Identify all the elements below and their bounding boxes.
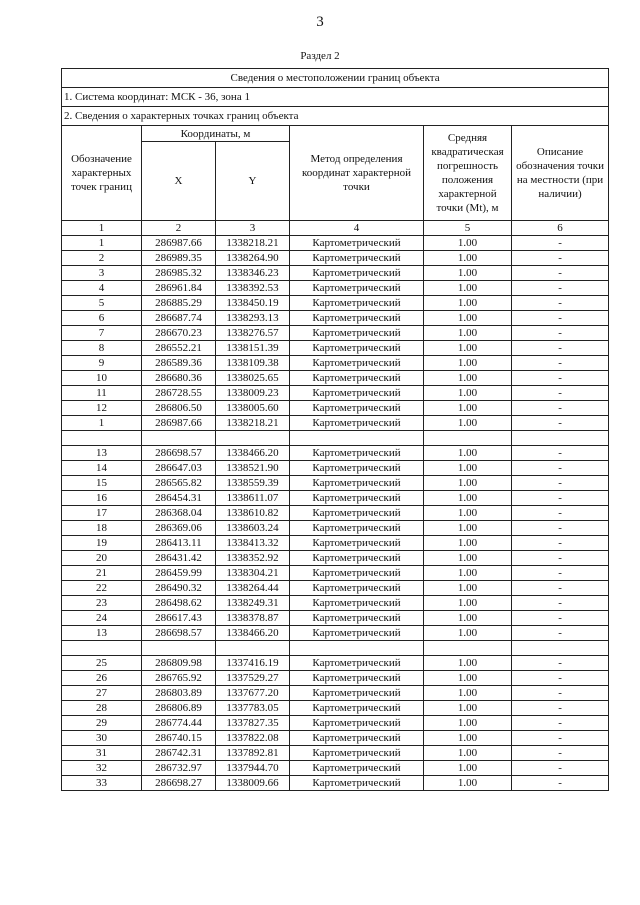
description: - — [512, 746, 609, 761]
description: - — [512, 491, 609, 506]
empty-cell — [62, 641, 142, 656]
description: - — [512, 716, 609, 731]
table-row — [62, 596, 609, 611]
table-row — [62, 716, 609, 731]
table-row — [62, 611, 609, 626]
coord-y: 1338276.57 — [216, 326, 290, 341]
point-id: 8 — [62, 341, 142, 356]
group-separator-row — [62, 641, 609, 656]
coord-y: 1338346.23 — [216, 266, 290, 281]
accuracy: 1.00 — [424, 371, 512, 386]
coord-y: 1338611.07 — [216, 491, 290, 506]
empty-cell — [142, 431, 216, 446]
method: Картометрический — [290, 266, 424, 281]
description: - — [512, 656, 609, 671]
coord-y: 1337529.27 — [216, 671, 290, 686]
coord-x: 286698.57 — [142, 446, 216, 461]
description: - — [512, 386, 609, 401]
point-id: 22 — [62, 581, 142, 596]
description: - — [512, 311, 609, 326]
point-id: 28 — [62, 701, 142, 716]
point-id: 13 — [62, 626, 142, 641]
empty-cell — [512, 641, 609, 656]
table-row — [62, 461, 609, 476]
description: - — [512, 581, 609, 596]
description: - — [512, 776, 609, 791]
coord-y: 1338264.44 — [216, 581, 290, 596]
coord-x: 286454.31 — [142, 491, 216, 506]
method: Картометрический — [290, 356, 424, 371]
empty-cell — [290, 431, 424, 446]
accuracy: 1.00 — [424, 281, 512, 296]
points-info: 2. Сведения о характерных точках границ объекта — [62, 107, 609, 126]
coord-y: 1337783.05 — [216, 701, 290, 716]
boundary-points-table — [61, 68, 609, 791]
column-number: 3 — [216, 221, 290, 236]
accuracy: 1.00 — [424, 311, 512, 326]
description: - — [512, 551, 609, 566]
point-id: 1 — [62, 416, 142, 431]
coord-x: 286728.55 — [142, 386, 216, 401]
empty-cell — [62, 431, 142, 446]
description: - — [512, 251, 609, 266]
table-row — [62, 326, 609, 341]
table-row — [62, 341, 609, 356]
description: - — [512, 236, 609, 251]
accuracy: 1.00 — [424, 266, 512, 281]
point-id: 26 — [62, 671, 142, 686]
coord-x: 286670.23 — [142, 326, 216, 341]
coord-y: 1338218.21 — [216, 416, 290, 431]
table-row — [62, 536, 609, 551]
coord-y: 1338610.82 — [216, 506, 290, 521]
accuracy: 1.00 — [424, 491, 512, 506]
coord-x: 286961.84 — [142, 281, 216, 296]
point-id: 19 — [62, 536, 142, 551]
coord-y: 1338264.90 — [216, 251, 290, 266]
accuracy: 1.00 — [424, 356, 512, 371]
point-id: 27 — [62, 686, 142, 701]
table-row — [62, 581, 609, 596]
description: - — [512, 446, 609, 461]
method: Картометрический — [290, 506, 424, 521]
coord-y: 1338378.87 — [216, 611, 290, 626]
table-row — [62, 701, 609, 716]
coord-x: 286806.89 — [142, 701, 216, 716]
column-number: 4 — [290, 221, 424, 236]
method: Картометрический — [290, 251, 424, 266]
coord-y: 1338009.23 — [216, 386, 290, 401]
description: - — [512, 401, 609, 416]
method: Картометрический — [290, 446, 424, 461]
method: Картометрический — [290, 326, 424, 341]
coord-y: 1338293.13 — [216, 311, 290, 326]
coord-x: 286617.43 — [142, 611, 216, 626]
description: - — [512, 476, 609, 491]
point-id: 15 — [62, 476, 142, 491]
coord-x: 286647.03 — [142, 461, 216, 476]
coord-x: 286565.82 — [142, 476, 216, 491]
column-number: 5 — [424, 221, 512, 236]
method: Картометрический — [290, 611, 424, 626]
coord-x: 286698.27 — [142, 776, 216, 791]
method: Картометрический — [290, 386, 424, 401]
description: - — [512, 701, 609, 716]
point-id: 11 — [62, 386, 142, 401]
accuracy: 1.00 — [424, 401, 512, 416]
method: Картометрический — [290, 491, 424, 506]
coord-y: 1338109.38 — [216, 356, 290, 371]
point-id: 25 — [62, 656, 142, 671]
table-row — [62, 281, 609, 296]
table-row — [62, 476, 609, 491]
accuracy: 1.00 — [424, 476, 512, 491]
table-row — [62, 296, 609, 311]
method: Картометрический — [290, 236, 424, 251]
coord-system-row — [62, 88, 609, 107]
method: Картометрический — [290, 731, 424, 746]
coord-x: 286498.62 — [142, 596, 216, 611]
point-id: 1 — [62, 236, 142, 251]
accuracy: 1.00 — [424, 626, 512, 641]
point-id: 32 — [62, 761, 142, 776]
description: - — [512, 281, 609, 296]
point-id: 30 — [62, 731, 142, 746]
point-id: 3 — [62, 266, 142, 281]
method: Картометрический — [290, 716, 424, 731]
method: Картометрический — [290, 401, 424, 416]
coord-y: 1338466.20 — [216, 626, 290, 641]
description: - — [512, 611, 609, 626]
coord-x: 286987.66 — [142, 416, 216, 431]
coord-y: 1338352.92 — [216, 551, 290, 566]
coord-y: 1338413.32 — [216, 536, 290, 551]
accuracy: 1.00 — [424, 461, 512, 476]
coord-x: 286687.74 — [142, 311, 216, 326]
coord-x: 286985.32 — [142, 266, 216, 281]
coord-x: 286732.97 — [142, 761, 216, 776]
coord-x: 286803.89 — [142, 686, 216, 701]
accuracy: 1.00 — [424, 686, 512, 701]
point-id: 33 — [62, 776, 142, 791]
method: Картометрический — [290, 536, 424, 551]
column-numbers-row — [62, 221, 609, 236]
table-body — [62, 69, 609, 791]
column-number: 2 — [142, 221, 216, 236]
point-id: 10 — [62, 371, 142, 386]
accuracy: 1.00 — [424, 236, 512, 251]
method: Картометрический — [290, 476, 424, 491]
point-id: 6 — [62, 311, 142, 326]
table-row — [62, 371, 609, 386]
coord-y: 1338521.90 — [216, 461, 290, 476]
description: - — [512, 416, 609, 431]
description: - — [512, 371, 609, 386]
coord-x: 286431.42 — [142, 551, 216, 566]
coord-x: 286369.06 — [142, 521, 216, 536]
points-info-row — [62, 107, 609, 126]
accuracy: 1.00 — [424, 536, 512, 551]
point-id: 20 — [62, 551, 142, 566]
accuracy: 1.00 — [424, 761, 512, 776]
coord-y: 1338466.20 — [216, 446, 290, 461]
method: Картометрический — [290, 281, 424, 296]
method: Картометрический — [290, 626, 424, 641]
accuracy: 1.00 — [424, 296, 512, 311]
header-designation: Обозначение характерных точек границ — [62, 126, 142, 221]
point-id: 4 — [62, 281, 142, 296]
coord-y: 1338392.53 — [216, 281, 290, 296]
description: - — [512, 506, 609, 521]
table-row — [62, 776, 609, 791]
coord-y: 1337822.08 — [216, 731, 290, 746]
table-row — [62, 566, 609, 581]
method: Картометрический — [290, 701, 424, 716]
coord-y: 1338009.66 — [216, 776, 290, 791]
header-accuracy: Средняя квадратическая погрешность положения характерной точки (Mt), м — [424, 126, 512, 221]
point-id: 2 — [62, 251, 142, 266]
table-row — [62, 251, 609, 266]
method: Картометрический — [290, 596, 424, 611]
description: - — [512, 326, 609, 341]
header-method: Метод определения координат характерной точки — [290, 126, 424, 221]
description: - — [512, 461, 609, 476]
method: Картометрический — [290, 341, 424, 356]
coord-x: 286589.36 — [142, 356, 216, 371]
accuracy: 1.00 — [424, 581, 512, 596]
empty-cell — [512, 431, 609, 446]
point-id: 14 — [62, 461, 142, 476]
accuracy: 1.00 — [424, 566, 512, 581]
header-y: Y — [216, 142, 290, 221]
coord-y: 1338304.21 — [216, 566, 290, 581]
method: Картометрический — [290, 566, 424, 581]
method: Картометрический — [290, 776, 424, 791]
coord-y: 1338559.39 — [216, 476, 290, 491]
coord-y: 1337416.19 — [216, 656, 290, 671]
coord-system: 1. Система координат: МСК - 36, зона 1 — [62, 88, 609, 107]
accuracy: 1.00 — [424, 506, 512, 521]
coord-y: 1338249.31 — [216, 596, 290, 611]
coord-y: 1338218.21 — [216, 236, 290, 251]
description: - — [512, 731, 609, 746]
description: - — [512, 521, 609, 536]
method: Картометрический — [290, 371, 424, 386]
accuracy: 1.00 — [424, 551, 512, 566]
coord-y: 1338005.60 — [216, 401, 290, 416]
table-row — [62, 266, 609, 281]
page-number: 3 — [316, 14, 324, 30]
description: - — [512, 671, 609, 686]
accuracy: 1.00 — [424, 746, 512, 761]
description: - — [512, 596, 609, 611]
accuracy: 1.00 — [424, 611, 512, 626]
coord-x: 286740.15 — [142, 731, 216, 746]
coord-y: 1338025.65 — [216, 371, 290, 386]
point-id: 31 — [62, 746, 142, 761]
description: - — [512, 686, 609, 701]
coord-y: 1338450.19 — [216, 296, 290, 311]
coord-x: 286742.31 — [142, 746, 216, 761]
table-row — [62, 761, 609, 776]
point-id: 18 — [62, 521, 142, 536]
method: Картометрический — [290, 416, 424, 431]
table-row — [62, 686, 609, 701]
method: Картометрический — [290, 581, 424, 596]
table-row — [62, 491, 609, 506]
method: Картометрический — [290, 746, 424, 761]
coord-x: 286459.99 — [142, 566, 216, 581]
accuracy: 1.00 — [424, 251, 512, 266]
header-row-1 — [62, 126, 609, 142]
description: - — [512, 536, 609, 551]
method: Картометрический — [290, 656, 424, 671]
accuracy: 1.00 — [424, 671, 512, 686]
accuracy: 1.00 — [424, 386, 512, 401]
accuracy: 1.00 — [424, 716, 512, 731]
table-row — [62, 236, 609, 251]
method: Картометрический — [290, 311, 424, 326]
header-coordinates: Координаты, м — [142, 126, 290, 142]
empty-cell — [216, 431, 290, 446]
header-description: Описание обозначения точки на местности (при наличии) — [512, 126, 609, 221]
table-title-row — [62, 69, 609, 88]
method: Картометрический — [290, 521, 424, 536]
description: - — [512, 296, 609, 311]
coord-x: 286680.36 — [142, 371, 216, 386]
coord-x: 286809.98 — [142, 656, 216, 671]
column-number: 1 — [62, 221, 142, 236]
empty-cell — [424, 431, 512, 446]
description: - — [512, 566, 609, 581]
coord-x: 286552.21 — [142, 341, 216, 356]
coord-y: 1337677.20 — [216, 686, 290, 701]
coord-x: 286490.32 — [142, 581, 216, 596]
table-row — [62, 746, 609, 761]
accuracy: 1.00 — [424, 446, 512, 461]
coord-x: 286413.11 — [142, 536, 216, 551]
coord-y: 1337944.70 — [216, 761, 290, 776]
empty-cell — [290, 641, 424, 656]
point-id: 29 — [62, 716, 142, 731]
table-row — [62, 416, 609, 431]
point-id: 16 — [62, 491, 142, 506]
table-row — [62, 521, 609, 536]
coord-y: 1338151.39 — [216, 341, 290, 356]
coord-x: 286885.29 — [142, 296, 216, 311]
column-number: 6 — [512, 221, 609, 236]
method: Картометрический — [290, 761, 424, 776]
coord-y: 1337892.81 — [216, 746, 290, 761]
table-title: Сведения о местоположении границ объекта — [62, 69, 609, 88]
coord-y: 1337827.35 — [216, 716, 290, 731]
coord-x: 286698.57 — [142, 626, 216, 641]
point-id: 13 — [62, 446, 142, 461]
table-row — [62, 386, 609, 401]
table-row — [62, 506, 609, 521]
empty-cell — [424, 641, 512, 656]
accuracy: 1.00 — [424, 701, 512, 716]
table-row — [62, 551, 609, 566]
empty-cell — [216, 641, 290, 656]
description: - — [512, 356, 609, 371]
point-id: 24 — [62, 611, 142, 626]
point-id: 7 — [62, 326, 142, 341]
description: - — [512, 761, 609, 776]
group-separator-row — [62, 431, 609, 446]
table-row — [62, 656, 609, 671]
table-row — [62, 311, 609, 326]
accuracy: 1.00 — [424, 596, 512, 611]
method: Картометрический — [290, 296, 424, 311]
coord-x: 286765.92 — [142, 671, 216, 686]
accuracy: 1.00 — [424, 656, 512, 671]
description: - — [512, 341, 609, 356]
point-id: 9 — [62, 356, 142, 371]
table-row — [62, 731, 609, 746]
method: Картометрический — [290, 461, 424, 476]
method: Картометрический — [290, 686, 424, 701]
coord-x: 286368.04 — [142, 506, 216, 521]
point-id: 21 — [62, 566, 142, 581]
point-id: 23 — [62, 596, 142, 611]
point-id: 12 — [62, 401, 142, 416]
accuracy: 1.00 — [424, 416, 512, 431]
table-row — [62, 401, 609, 416]
method: Картометрический — [290, 671, 424, 686]
accuracy: 1.00 — [424, 341, 512, 356]
table-row — [62, 671, 609, 686]
coord-x: 286774.44 — [142, 716, 216, 731]
table-row — [62, 356, 609, 371]
coord-x: 286806.50 — [142, 401, 216, 416]
accuracy: 1.00 — [424, 731, 512, 746]
accuracy: 1.00 — [424, 326, 512, 341]
coord-y: 1338603.24 — [216, 521, 290, 536]
table-row — [62, 446, 609, 461]
empty-cell — [142, 641, 216, 656]
description: - — [512, 626, 609, 641]
accuracy: 1.00 — [424, 521, 512, 536]
coord-x: 286987.66 — [142, 236, 216, 251]
description: - — [512, 266, 609, 281]
point-id: 5 — [62, 296, 142, 311]
point-id: 17 — [62, 506, 142, 521]
accuracy: 1.00 — [424, 776, 512, 791]
coord-x: 286989.35 — [142, 251, 216, 266]
table-row — [62, 626, 609, 641]
header-x: X — [142, 142, 216, 221]
section-label: Раздел 2 — [300, 50, 340, 62]
method: Картометрический — [290, 551, 424, 566]
